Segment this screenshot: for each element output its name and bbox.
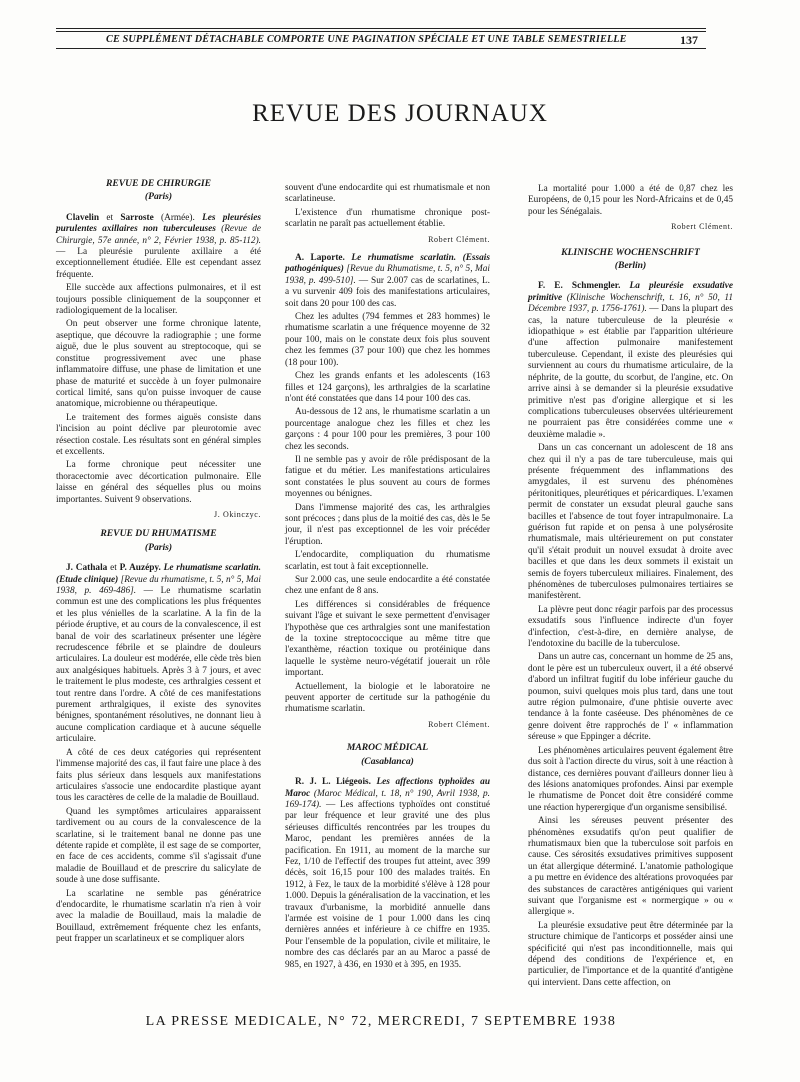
paragraph: L'endocardite, compliquation du rhumatisme scarlatin, est tout à fait exceptionnelle. [285,550,490,572]
paragraph: Dans l'immense majorité des cas, les arthralgies sont précoces ; dans plus de la moitié des cas, dès le 5e jour, il n'est pas exceptionnel de les voir précéder l'éruption. [285,502,490,547]
signature: Robert Clément. [428,234,490,244]
article-schmengler-abstract: F. E. Schmengler. La pleurésie exsudative primitive (Klinische Wochenschrift, t. 16, n° 50, 11 Décembre 1937, p. 1756-1761). — Dans la plupart des cas, la nature tuberculeuse de la pleurésie « idiopathique » est établie par l'apparition ultérieure d'une affection pulmonaire manifestement tuberculeuse. Cependant, il existe des pleurésies qui surviennent au cours du rhumatisme articulaire, de la néphrite, de la goutte, du scorbut, de l'angine, etc. On arrive ainsi à se demander si la pleurésie exsudative primitive n'est pas d'origine allergique et si les complications tuberculeuses observées ultérieurement ne pourraient pas être considérées comme une « deuxième maladie ». [528,281,733,440]
paragraph: A côté de ces deux catégories qui représentent l'immense majorité des cas, il faut faire une place à des faits plus sérieux dans lesquels aux manifestations articulaires s'associe une endocardite plastique ayant tous les caractères de celle de la maladie de Bouillaud. [56,747,261,804]
paragraph: Les phénomènes articulaires peuvent également être dus soit à l'action directe du virus, soit à une réaction à distance, ces dernières pouvant d'ailleurs donner lieu à des lésions anatomiques profondes. Ainsi par exemple le rhumatisme de Poncet doit être considéré comme une réaction hyperergique d'un organisme sensibilisé. [528,745,733,813]
paragraph: Le traitement des formes aiguës consiste dans l'incision au point déclive par pleurotomie avec résection costale. Les résultats sont en général simples et excellents. [56,412,261,457]
paragraph: La mortalité pour 1.000 a été de 0,87 chez les Européens, de 0,15 pour les Nord-Africains et de 0,45 pour les Sénégalais. [528,184,733,217]
paragraph: souvent d'une endocardite qui est rhumatismale et non scarlatineuse. [285,183,490,205]
paragraph: Les différences si considérables de fréquence suivant l'âge et suivant le sexe permettent d'envisager l'hypothèse que ces arthralgies sont une manifestation de la toxine streptococcique au même titre que l'exanthème, réaction toxique ou protéinique dans laquelle le système neuro-végétatif jouerait un rôle important. [285,599,490,679]
article-cathala-abstract: J. Cathala et P. Auzépy. Le rhumatisme scarlatin. (Etude clinique) [Revue du rhumatisme, t. 5, n° 5, Mai 1938, p. 469-486]. — Le rhumatisme scarlatin commun est une des complications les plus fréquentes et les plus vénielles de la scarlatine. A la fin de la période éruptive, et au cours de la convalescence, il est banal de voir des scarlatineux présenter une légère recrudescence fébrile et se plaindre de douleurs articulaires. La douleur est modérée, elle cède très bien aux analgésiques habituels. Après 3 à 7 jours, et avec le traitement le plus modeste, ces arthralgies cessent et tout rentre dans l'ordre. A côté de ces manifestations purement arthralgiques, il existe des synovites bénignes, spontanément résolutives, ne donnant lieu à aucune complication cardiaque et à aucune séquelle articulaire. [56,563,261,745]
paragraph: Ainsi les séreuses peuvent présenter des phénomènes exsudatifs qu'on peut qualifier de rhumatismaux bien que la tuberculose soit parfois en cause. Ces sérosités exsudatives primitives supposent un état allergique déterminé. L'anatomie pathologique a pu mettre en évidence des altérations provoquées par des substances de caractères antigéniques qui varient suivant que l'organisme est « normergique » ou « allergique ». [528,816,733,918]
page-number: 137 [680,33,698,47]
signature: J. Okinczyc. [214,509,261,519]
paragraph: La plèvre peut donc réagir parfois par des processus exsudatifs sous l'influence indirecte d'un foyer d'infection, c'est-à-dire, en dernière analyse, de l'endotoxine du bacille de la tuberculose. [528,604,733,650]
running-header [56,34,706,48]
paragraph: Chez les adultes (794 femmes et 283 hommes) le rhumatisme scarlatin a une fréquence moyenne de 32 pour 100, mais on le constate deux fois plus souvent chez les femmes (37 pour 100) que chez les hommes (18 pour 100). [285,312,490,368]
paragraph: Au-dessous de 12 ans, le rhumatisme scarlatin a un pourcentage analogue chez les filles et chez les garçons : 4 pour 100 pour les premières, 3 pour 100 chez les seconds. [285,407,490,452]
paragraph: La forme chronique peut nécessiter une thoracectomie avec décortication pulmonaire. Elle laisse en général des séquelles plus ou moins importantes. Suivent 9 observations. [56,460,261,505]
section-heading-revue-chirurgie: REVUE DE CHIRURGIE [105,178,212,189]
paragraph: Sur 2.000 cas, une seule endocardite a été constatée chez une enfant de 8 ans. [285,575,490,597]
paragraph: La pleurésie exsudative peut être déterminée par la structure chimique de l'anticorps et posséder ainsi une spécificité qui n'est pas inconditionnelle, mais qui dépend des conditions de l'expérience et, en particulier, de l'importance et de la quantité d'antigène qui intervient. Dans cette affection, on [528,920,733,988]
section-heading-maroc-medical: MAROC MÉDICAL [346,742,429,754]
header-rule-top-inner [56,31,706,32]
column-2 [285,183,491,970]
column-1 [56,172,262,945]
paragraph: L'existence d'un rhumatisme chronique post-scarlatin ne paraît pas actuellement établie. [285,207,490,230]
signature: Robert Clément. [428,719,490,729]
paragraph: La scarlatine ne semble pas génératrice d'endocardite, le rhumatisme scarlatin n'a rien à voir avec la maladie de Bouillaud, mais la maladie de Bouillaud, extrêmement fréquente chez les enfants, peut frapper un scarlatineux et se compliquer alors [56,888,261,945]
column-3 [528,184,733,988]
section-location: (Berlin) [614,260,647,272]
paragraph: Elle succède aux affections pulmonaires, et il est toujours possible cliniquement de la soupçonner et radiologiquement de la localiser. [56,283,261,317]
article-liegeois-abstract: R. J. L. Liégeois. Les affections typhoïdes au Maroc (Maroc Médical, t. 18, n° 190, Avril 1938, p. 169-174). — Les affections typhoïdes ont constitué par leur fréquence et leur gravité une des plus sérieuses difficultés rencontrées par les troupes du Maroc, pendant les premières années de la pacification. En 1911, au moment de la marche sur Fez, 1/10 de l'effectif des troupes fut atteint, avec 399 décès, soit 16,15 pour 100 des malades traités. En 1912, à Fez, le taux de la morbidité s'élève à 128 pour 1.000. Depuis la généralisation de la vaccination, et les travaux d'urbanisme, la morbidité annuelle dans l'armée est voisine de 1 pour 1.000 dans les cinq dernières années et inférieure à ce chiffre en 1935. Pour l'ensemble de la population, civile et militaire, le nombre des cas déclarés par an au Maroc a passé de 985, en 1927, à 436, en 1930 et à 395, en 1935. [285,777,490,970]
footer-text: LA PRESSE MEDICALE, N° 72, MERCREDI, 7 SEPTEMBRE 1938 [140,1014,623,1029]
section-location: (Paris) [144,541,173,553]
paragraph: Chez les grands enfants et les adolescents (163 filles et 124 garçons), les arthralgies de la scarlatine n'ont été constatées que dans 14 pour 100 des cas. [285,371,490,404]
paragraph: Actuellement, la biologie et le laboratoire ne peuvent apporter de certitude sur la pathogénie du rhumatisme scarlatin. [285,681,490,715]
paragraph: Quand les symptômes articulaires apparaissent tardivement ou au cours de la convalescence de la scarlatine, si le traitement banal ne donne pas une détente rapide et complète, il est sage de se comporter, en face de ces accidents, comme s'il s'agissait d'une maladie de Bouillaud et de prescrire du salicylate de soude à une dose suffisante. [56,806,261,886]
article-clavelin-abstract: Clavelin et Sarroste (Armée). Les pleurésies purulentes axillaires non tuberculeuses (Revue de Chirurgie, 57e année, n° 2, Février 1938, p. 85-112). — La pleurésie purulente axillaire a été exceptionnellement étudiée. Elle est cependant assez fréquente. [56,212,262,280]
paragraph: On peut observer une forme chronique latente, aseptique, que découvre la radiographie ; une forme aiguë, due le plus souvent au streptocoque, qui se constitue progressivement avec une phase inflammatoire diffuse, une phase de limitation et une phase de maturité et succède à un foyer pulmonaire cortical limité, sans qu'on puisse invoquer de cause anatomique, microbienne ou thérapeutique. [56,319,261,410]
page-title: REVUE DES JOURNAUX [252,100,548,127]
article-laporte-abstract: A. Laporte. Le rhumatisme scarlatin. (Essais pathogéniques) [Revue du Rhumatisme, t. 5, n° 5, Mai 1938, p. 499-510]. — Sur 2.007 cas de scarlatines, L. a vu survenir 409 fois des manifestations articulaires, soit dans 20 pour 100 des cas. [285,253,491,309]
section-location: (Casablanca) [361,755,414,767]
paragraph: Dans un cas concernant un adolescent de 18 ans chez qui il n'y a pas de tare tuberculeuse, mais qui présente fréquemment des inflammations des amygdales, il est survenu des phénomènes péritonitiques, pleurétiques et péricardiques. L'examen permit de constater un exsudat pleural gauche sans bacilles et l'absence de tout foyer intrapulmonaire. La guérison fut rapide et on pensa à une polysérosite rhumatismale, mais ultérieurement on put constater qu'il s'était produit un nouvel exsudat à droite avec bacilles et que dans les deux sommets il existait un semis de foyers tuberculeux miliaires. Finalement, des phénomènes de tuberculoses pulmonaires tertiaires se manifestèrent. [528,443,733,602]
header-rule-bottom [56,48,706,49]
section-heading-klinische-wochenschrift: KLINISCHE WOCHENSCHRIFT [561,246,700,258]
header-rule-top [56,28,706,29]
paragraph: Dans un autre cas, concernant un homme de 25 ans, dont le père est un tuberculeux ouvert, il a été observé d'abord un infiltrat fugitif du lobe inférieur gauche du poumon, suivi quelques mois plus tard, dans une tout autre région pulmonaire, d'une phtisie ouverte avec tendance à la fonte caséeuse. Des phénomènes de ce genre doivent être rapprochés de l' « inflammation séreuse » que Eppinger a décrite. [528,652,733,743]
footer-text-wrap [56,1014,706,1030]
header-text: CE SUPPLÉMENT DÉTACHABLE COMPORTE UNE PAGINATION SPÉCIALE ET UNE TABLE SEMESTRIELLE [106,34,627,45]
section-heading-revue-rhumatisme: REVUE DU RHUMATISME [100,528,217,540]
running-footer [56,1014,706,1030]
paragraph: Il ne semble pas y avoir de rôle prédisposant de la fatigue et du métier. Les manifestations articulaires sont constatées le plus souvent au cours de formes moyennes ou bénignes. [285,454,490,500]
signature: Robert Clément. [671,222,733,232]
section-location: (Paris) [144,191,173,203]
